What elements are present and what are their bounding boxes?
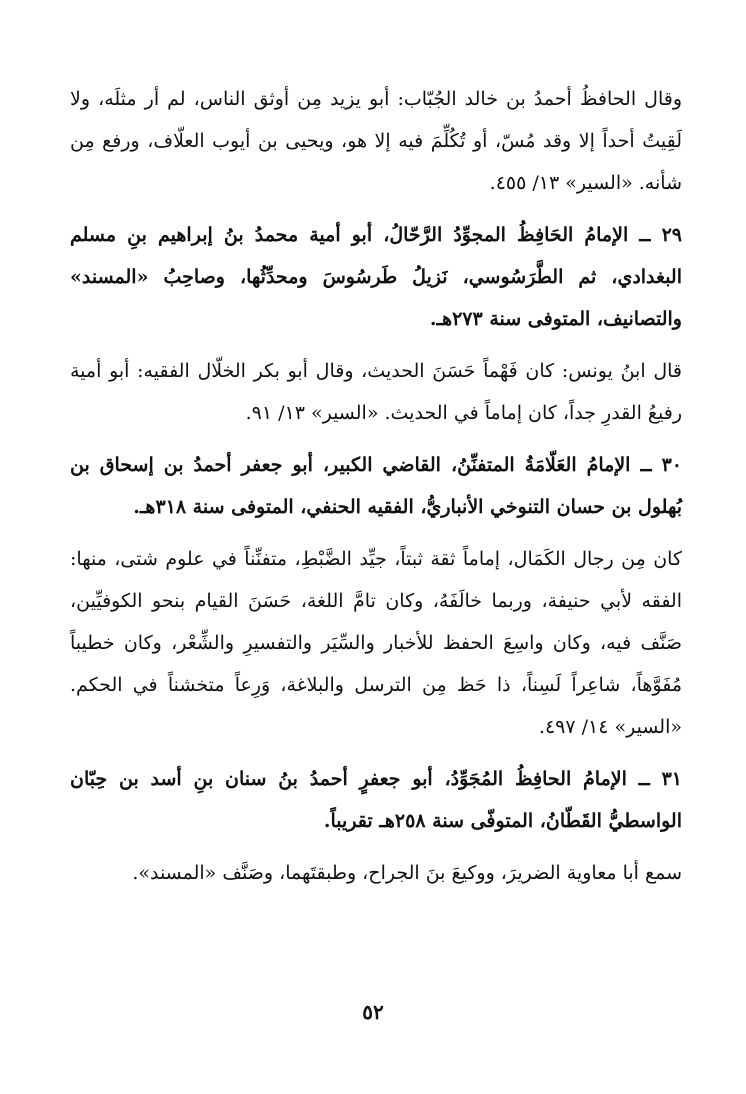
paragraph-text: سمع أبا معاوية الضريرَ، ووكيعَ بنَ الجراح، وطبقتَهما، وصَنَّف «المسند».	[132, 862, 682, 884]
entry-heading-29: ٢٩ ــ الإمامُ الحَافِظُ المجوِّدُ الرَّحّالُ، أبو أمية محمدُ بنُ إبراهيم بنِ مسلم البغدادي، ثم الطَّرَسُوسي، نَزيلُ طَرسُوسَ ومحدِّثُها، وصاحِبُ «المسند» والتصانيف، المتوفى سنة ٢٧٣هـ.	[70, 224, 682, 330]
entry-heading-31: ٣١ ــ الإمامُ الحافِظُ المُجَوِّدُ، أبو جعفرٍ أحمدُ بنُ سنان بنِ أسد بن حِبّان الواسطيُّ القَطّانُ، المتوفّى سنة ٢٥٨هـ تقريباً.	[70, 768, 682, 832]
paragraph-text: وقال الحافظُ أحمدُ بن خالد الجُبّاب: أبو يزيد مِن أوثق الناس، لم أر مثلَه، ولا لَقِيتُ أحداً إلا وقد مُسّ، أو تُكُلِّمَ فيه إلا هو، ويحيى بن أيوب العلّاف، ورفع مِن شأنه. «السير» ١٣/ ٤٥٥.	[70, 88, 682, 194]
entry-heading-30: ٣٠ ــ الإمامُ العَلّامَةُ المتفنِّنُ، القاضي الكبير، أبو جعفر أحمدُ بن إسحاق بن بُهلول بن حسان التنوخي الأنباريُّ، الفقيه الحنفي، المتوفى سنة ٣١٨هـ.	[70, 454, 682, 518]
page-body	[70, 78, 682, 894]
page-number: ٥٢	[362, 1000, 384, 1024]
paragraph-text: قال ابنُ يونس: كان فَهْماً حَسَنَ الحديث، وقال أبو بكر الخلّال الفقيه: أبو أمية رفيعُ القدرِ جداً، كان إماماً في الحديث. «السير» ١٣/ ٩١.	[70, 360, 682, 424]
paragraph-text: كان مِن رجال الكَمَال، إماماً ثقة ثبتاً، جيِّد الضَّبْطِ، متفنِّناً في علوم شتى، منها: الفقه لأبي حنيفة، وربما خالَفَهُ، وكان تامَّ اللغة، حَسَنَ القيام بنحو الكوفيِّين، صَنَّف فيه، وكان واسِعَ الحفظ للأخبار والسِّيَر والتفسيرِ والشِّعْر، وكان خطيباً مُفَوَّهاً، شاعِراً لَسِناً، ذا حَظ مِن الترسل والبلاغة، وَرِعاً متخشناً في الحكم. «السير» ١٤/ ٤٩٧.	[70, 548, 682, 738]
